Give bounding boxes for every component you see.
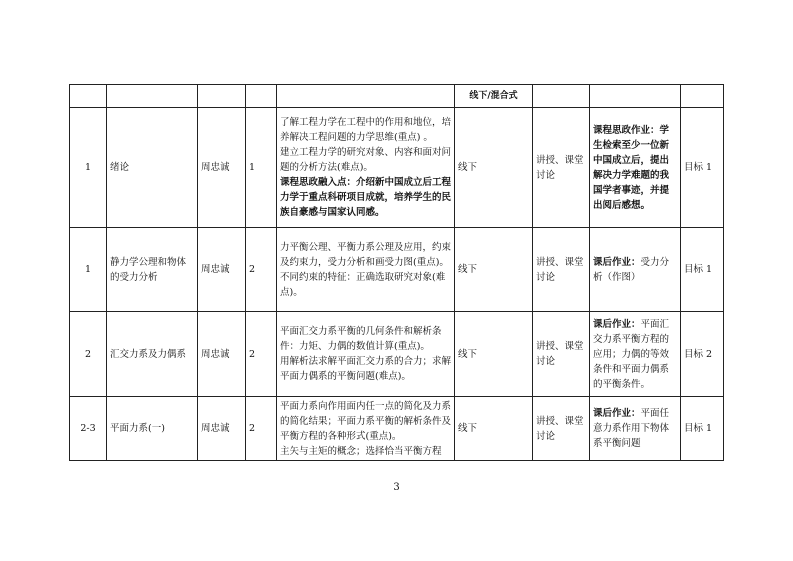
method-cell: 讲授、课堂讨论 xyxy=(533,228,590,312)
mode-cell: 线下 xyxy=(455,108,533,228)
table-row xyxy=(70,108,724,228)
goal-cell: 目标 1 xyxy=(681,228,724,312)
homework-cell xyxy=(590,312,681,397)
goal-cell: 目标 1 xyxy=(681,397,724,461)
content-text: 了解工程力学在工程中的作用和地位，培养解决工程问题的力学思维(重点) 。 xyxy=(280,117,452,143)
content-text: 用解析法求解平面汇交力系的合力；求解平面力偶系的平衡问题(难点)。 xyxy=(280,356,452,382)
teacher-cell: 周忠诚 xyxy=(198,228,246,312)
header-cell-topic xyxy=(107,85,198,108)
homework-label: 课后作业： xyxy=(593,318,641,330)
mode-cell: 线下 xyxy=(455,397,533,461)
header-cell-teacher xyxy=(198,85,246,108)
content-cell xyxy=(277,397,455,461)
header-cell-hours xyxy=(246,85,277,108)
method-cell: 讲授、课堂讨论 xyxy=(533,108,590,228)
goal-cell: 目标 2 xyxy=(681,312,724,397)
homework-label: 课后作业： xyxy=(593,408,641,419)
content-text: 主矢与主矩的概念；选择恰当平衡方程 xyxy=(280,446,442,457)
topic-cell: 静力学公理和物体的受力分析 xyxy=(107,228,198,312)
table-row xyxy=(70,228,724,312)
table-row xyxy=(70,397,724,461)
mode-cell: 线下 xyxy=(455,228,533,312)
ideology-note: 课程思政融入点：介绍新中国成立后工程力学于重点科研项目成就，培养学生的民族自豪感与国家认同感。 xyxy=(280,177,452,218)
homework-text: 平面汇交力系平衡方程的应用；力偶的等效条件和平面力偶系的平衡条件。 xyxy=(593,318,670,390)
week-cell: 2 xyxy=(70,312,107,397)
content-text: 力平衡公理、平衡力系公理及应用，约束及约束力，受力分析和画受力图(重点)。 xyxy=(280,241,452,268)
header-cell-method xyxy=(533,85,590,108)
homework-cell xyxy=(590,228,681,312)
method-cell: 讲授、课堂讨论 xyxy=(533,312,590,397)
homework-text: 课程思政作业：学生检索至少一位新中国成立后，提出解决力学难题的我国学者事迹，并提出阅后感想。 xyxy=(593,124,670,211)
table-row xyxy=(70,312,724,397)
topic-cell: 汇交力系及力偶系 xyxy=(107,312,198,397)
goal-cell: 目标 1 xyxy=(681,108,724,228)
homework-cell xyxy=(590,108,681,228)
homework-label: 课后作业： xyxy=(593,256,641,268)
teacher-cell: 周忠诚 xyxy=(198,312,246,397)
week-cell: 1 xyxy=(70,228,107,312)
content-cell xyxy=(277,228,455,312)
hours-cell: 2 xyxy=(246,228,277,312)
content-text: 建立工程力学的研究对象、内容和面对问题的分析方法(难点)。 xyxy=(280,147,452,173)
homework-text: 受力分析（作图） xyxy=(593,256,670,283)
week-cell: 1 xyxy=(70,108,107,228)
topic-cell: 绪论 xyxy=(107,108,198,228)
content-text: 平面汇交力系平衡的几何条件和解析条件：力矩、力偶的数值计算(重点)。 xyxy=(280,326,442,352)
hours-cell: 2 xyxy=(246,312,277,397)
teacher-cell: 周忠诚 xyxy=(198,397,246,461)
teacher-cell: 周忠诚 xyxy=(198,108,246,228)
hours-cell: 1 xyxy=(246,108,277,228)
mode-cell: 线下 xyxy=(455,312,533,397)
header-cell-week xyxy=(70,85,107,108)
page-number: 3 xyxy=(393,482,400,493)
content-cell xyxy=(277,108,455,228)
week-cell: 2-3 xyxy=(70,397,107,461)
header-cell-mode: 线下/混合式 xyxy=(455,85,533,108)
homework-text: 平面任意力系作用下物体系平衡问题 xyxy=(593,408,670,449)
topic-cell: 平面力系(一) xyxy=(107,397,198,461)
content-text: 平面力系向作用面内任一点的简化及力系的简化结果；平面力系平衡的解析条件及平衡方程的各种形式(重点)。 xyxy=(280,401,451,442)
course-schedule-table xyxy=(69,84,724,461)
header-cell-goal xyxy=(681,85,724,108)
header-cell-homework xyxy=(590,85,681,108)
header-cell-content xyxy=(277,85,455,108)
content-text: 不同约束的特征：正确选取研究对象(难点)。 xyxy=(280,271,446,298)
content-cell xyxy=(277,312,455,397)
method-cell: 讲授、课堂讨论 xyxy=(533,397,590,461)
hours-cell: 2 xyxy=(246,397,277,461)
header-row xyxy=(70,85,724,108)
homework-cell xyxy=(590,397,681,461)
